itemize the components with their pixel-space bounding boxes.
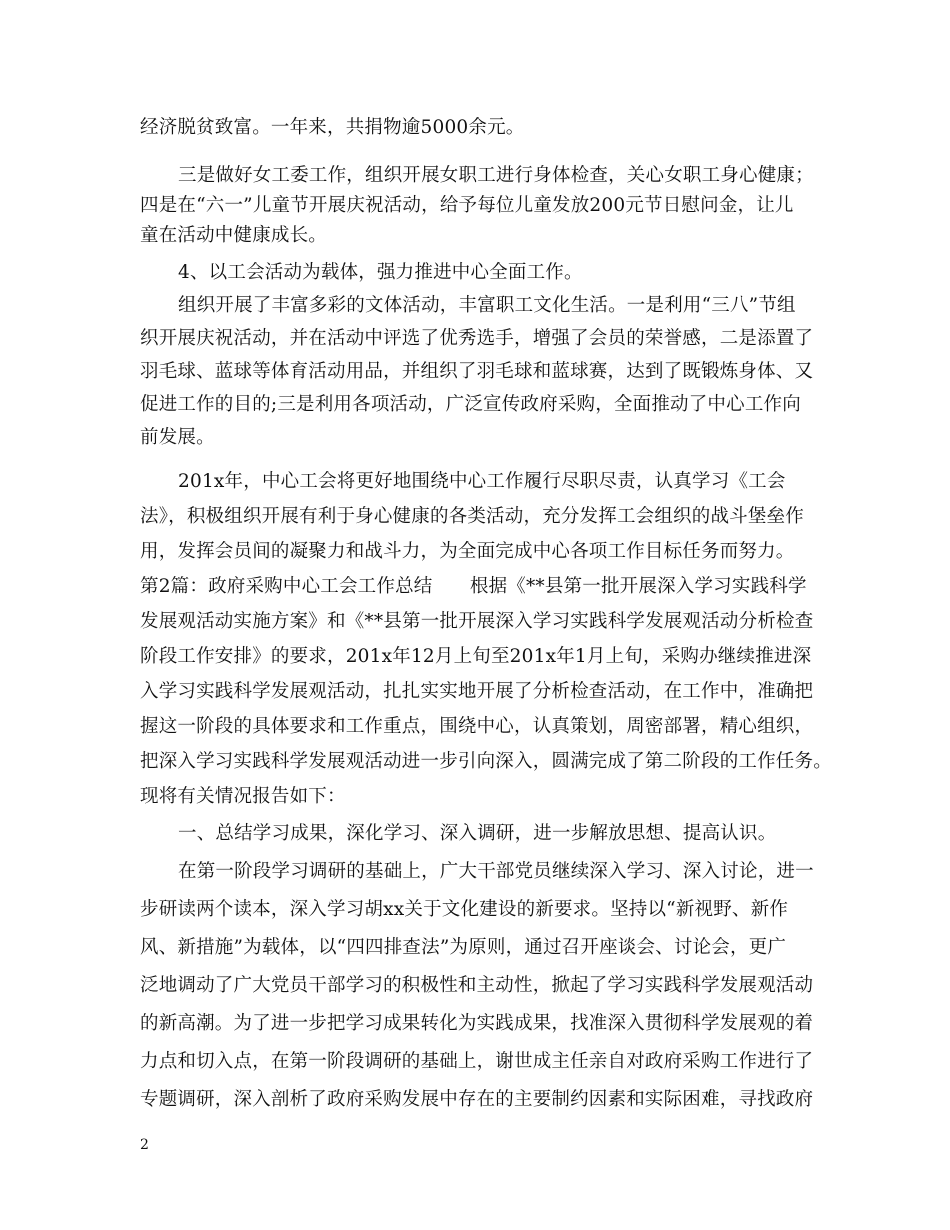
text-line: 泛地调动了广大党员干部学习的积极性和主动性，掀起了学习实践科学发展观活动 bbox=[140, 975, 814, 996]
text-line: 把深入学习实践科学发展观活动进一步引向深入，圆满完成了第二阶段的工作任务。 bbox=[140, 751, 832, 772]
text-line: 四是在“六一”儿童节开展庆祝活动，给予每位儿童发放200元节日慰问金，让儿 bbox=[140, 195, 794, 216]
text-line: 法》，积极组织开展有利于身心健康的各类活动，充分发挥工会组织的战斗堡垒作 bbox=[140, 506, 804, 527]
text-line: 专题调研，深入剖析了政府采购发展中存在的主要制约因素和实际困难，寻找政府 bbox=[140, 1089, 814, 1110]
text-line: 三是做好女工委工作，组织开展女职工进行身体检查，关心女职工身心健康； bbox=[178, 165, 814, 186]
text-line: 步研读两个读本，深入学习胡xx关于文化建设的新要求。坚持以“新视野、新作 bbox=[140, 899, 789, 920]
text-line: 力点和切入点，在第一阶段调研的基础上，谢世成主任亲自对政府采购工作进行了 bbox=[140, 1051, 814, 1072]
text-line: 促进工作的目的;三是利用各项活动，广泛宣传政府采购，全面推动了中心工作向 bbox=[140, 394, 801, 415]
text-line: 阶段工作安排》的要求，201x年12月上旬至201x年1月上旬，采购办继续推进深 bbox=[140, 646, 812, 667]
text-line: 握这一阶段的具体要求和工作重点，围绕中心，认真策划，周密部署，精心组织， bbox=[140, 716, 814, 737]
text-line: 一、总结学习成果，深化学习、深入调研，进一步解放思想、提高认识。 bbox=[178, 823, 777, 844]
text-line: 的新高潮。为了进一步把学习成果转化为实践成果，找准深入贯彻科学发展观的着 bbox=[140, 1013, 814, 1034]
text-line: 第2篇：政府采购中心工会工作总结 根据《**县第一批开展深入学习实践科学 bbox=[140, 576, 807, 597]
text-line: 前发展。 bbox=[140, 427, 215, 448]
text-line: 织开展庆祝活动，并在活动中评选了优秀选手，增强了会员的荣誉感，二是添置了 bbox=[140, 328, 814, 349]
text-line: 入学习实践科学发展观活动，扎扎实实地开展了分析检查活动，在工作中，准确把 bbox=[140, 681, 814, 702]
text-line: 201x年，中心工会将更好地围绕中心工作履行尽职尽责，认真学习《工会 bbox=[178, 471, 786, 492]
page-number: 2 bbox=[140, 1137, 149, 1153]
text-line: 用，发挥会员间的凝聚力和战斗力，为全面完成中心各项工作目标任务而努力。 bbox=[140, 541, 795, 562]
text-line: 现将有关情况报告如下： bbox=[140, 786, 346, 807]
text-line: 羽毛球、蓝球等体育活动用品，并组织了羽毛球和蓝球赛，达到了既锻炼身体、又 bbox=[140, 361, 814, 382]
text-line: 经济脱贫致富。一年来，共捐物逾5000余元。 bbox=[140, 117, 525, 138]
text-line: 发展观活动实施方案》和《**县第一批开展深入学习实践科学发展观活动分析检查 bbox=[140, 611, 814, 632]
text-line: 4、以工会活动为载体，强力推进中心全面工作。 bbox=[178, 262, 583, 283]
text-line: 风、新措施”为载体，以“四四排查法”为原则，通过召开座谈会、讨论会，更广 bbox=[140, 937, 787, 958]
text-line: 童在活动中健康成长。 bbox=[140, 225, 328, 246]
text-line: 在第一阶段学习调研的基础上，广大干部党员继续深入学习、深入讨论，进一 bbox=[178, 861, 814, 882]
text-line: 组织开展了丰富多彩的文体活动，丰富职工文化生活。一是利用“三八”节组 bbox=[178, 295, 796, 316]
